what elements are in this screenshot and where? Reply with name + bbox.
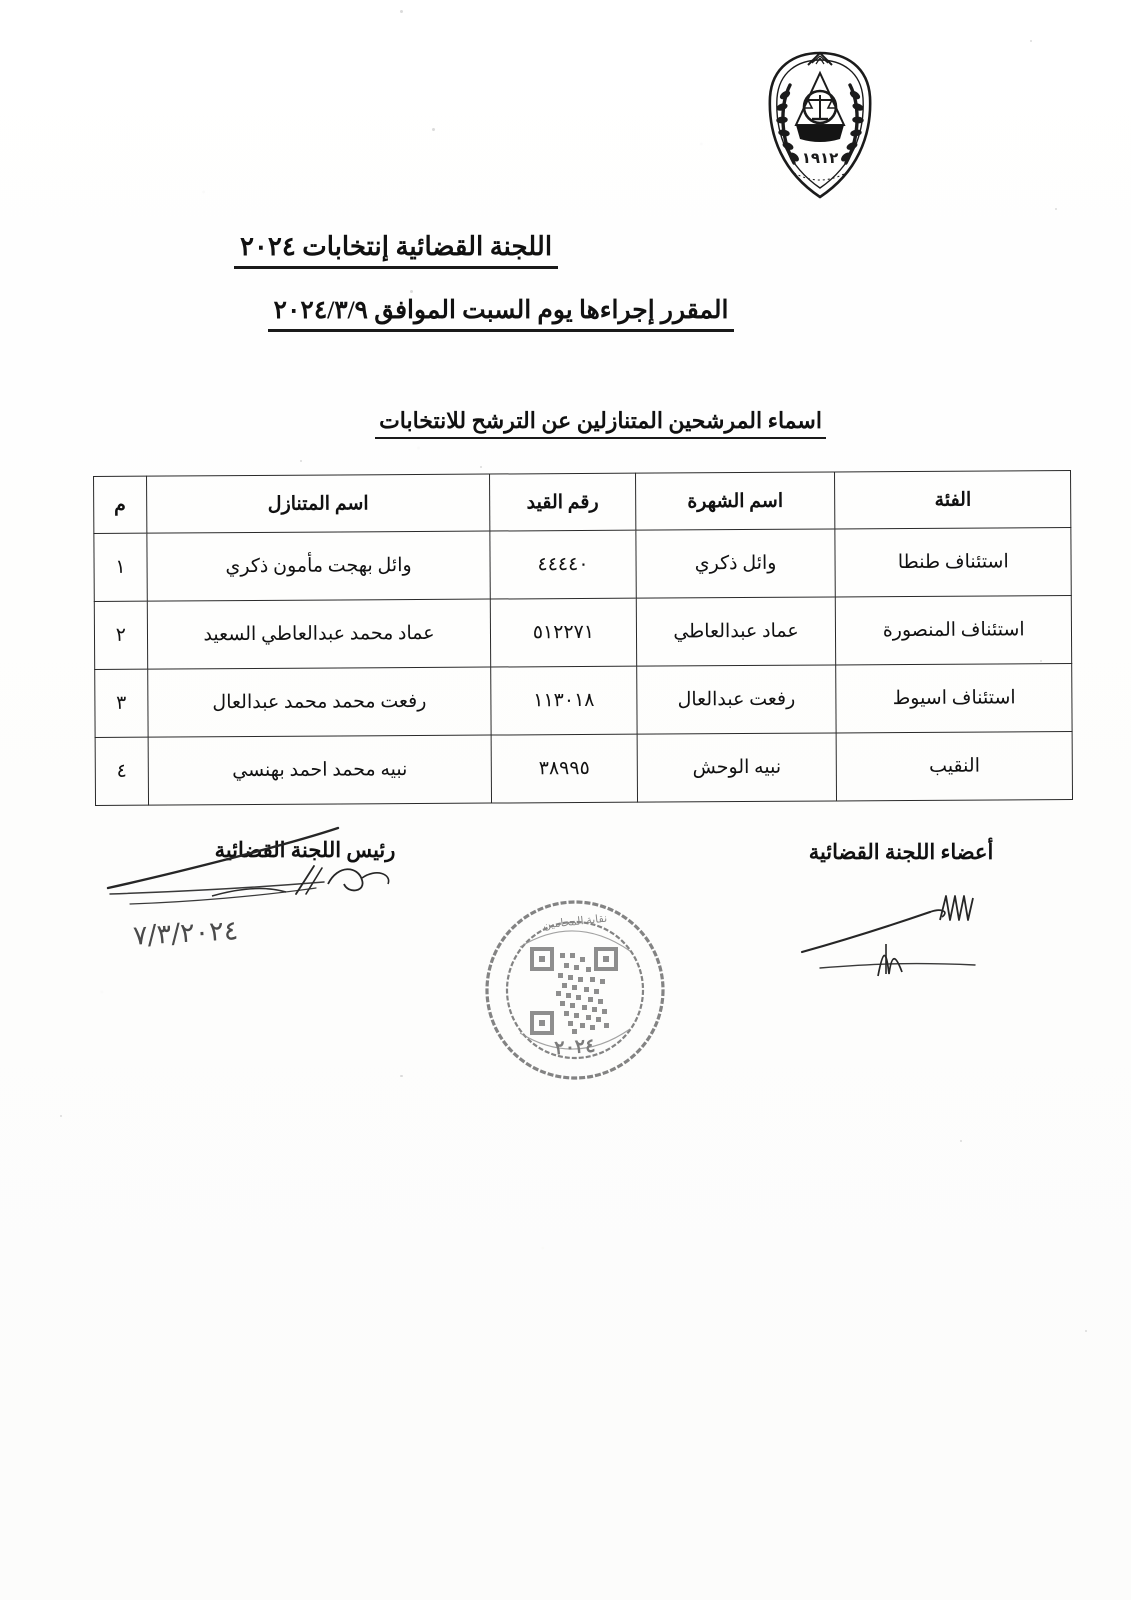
table-row <box>94 528 1071 602</box>
column-header-index: م <box>94 476 147 533</box>
scan-speck <box>480 466 482 468</box>
scan-speck <box>960 1140 962 1142</box>
cell-known-as: عماد عبدالعاطي <box>636 597 836 666</box>
cell-registration: ٥١٢٢٧١ <box>491 598 637 667</box>
cell-category: استئناف المنصورة <box>836 596 1072 665</box>
cell-registration: ١١٣٠١٨ <box>491 666 637 735</box>
stamp-qr-pattern <box>528 945 620 1037</box>
document-title-block <box>81 232 1041 269</box>
official-stamp <box>480 895 670 1085</box>
section-heading-block <box>0 408 1131 439</box>
scan-speck <box>1085 1330 1087 1332</box>
cell-name: نبيه محمد احمد بهنسي <box>148 735 492 805</box>
table-header-row <box>94 471 1071 534</box>
scan-speck <box>432 128 435 131</box>
scan-speck <box>1030 40 1032 42</box>
handwritten-date: ٧/٣/٢٠٢٤ <box>132 915 239 952</box>
scan-speck <box>60 1115 62 1117</box>
table-row <box>95 731 1072 805</box>
chairman-signature-label: رئيس اللجنة القضائية <box>214 838 396 862</box>
cell-known-as: نبيه الوحش <box>637 733 837 802</box>
table-row <box>95 663 1072 737</box>
cell-known-as: وائل ذكري <box>635 529 835 598</box>
cell-index: ٤ <box>95 737 148 805</box>
scan-speck <box>410 290 413 293</box>
cell-category: استئناف طنطا <box>835 528 1071 597</box>
scan-speck <box>400 1075 403 1077</box>
scan-speck <box>300 460 302 462</box>
withdrawal-table-wrapper <box>93 470 1071 800</box>
scan-speck <box>1055 208 1057 210</box>
cell-name: عماد محمد عبدالعاطي السعيد <box>147 599 491 669</box>
members-handwritten-signature <box>790 890 1000 980</box>
document-subtitle-block <box>81 295 1041 332</box>
page-subtitle: المقرر إجراءها يوم السبت الموافق ٢٠٢٤/٣/٩ <box>268 295 735 332</box>
column-header-registration: رقم القيد <box>490 473 636 531</box>
scan-speck <box>400 10 403 13</box>
cell-index: ٣ <box>95 669 148 737</box>
cell-name: رفعت محمد محمد عبدالعال <box>147 667 491 737</box>
withdrawal-table <box>93 470 1073 806</box>
cell-known-as: رفعت عبدالعال <box>636 665 836 734</box>
cell-index: ٢ <box>94 601 147 669</box>
cell-category: استئناف اسيوط <box>836 663 1072 732</box>
stamp-top-text: نقابة المحامين <box>542 912 608 932</box>
cell-registration: ٣٨٩٩٥ <box>491 734 637 803</box>
cell-category: النقيب <box>837 731 1073 800</box>
column-header-category: الفئة <box>835 471 1071 529</box>
chairman-signature-block <box>175 838 435 863</box>
column-header-known-as: اسم الشهرة <box>635 472 835 530</box>
cell-name: وائل بهجت مأمون ذكري <box>147 531 491 601</box>
bar-association-emblem-icon <box>760 45 880 205</box>
column-header-name: اسم المتنازل <box>146 474 490 533</box>
page-title: اللجنة القضائية إنتخابات ٢٠٢٤ <box>234 232 558 269</box>
table-row <box>94 596 1071 670</box>
members-signature-label: أعضاء اللجنة القضائية <box>808 840 994 864</box>
section-heading: اسماء المرشحين المتنازلين عن الترشح للانتخابات <box>375 408 826 439</box>
emblem-year: ١٩١٢ <box>801 149 839 167</box>
stamp-year: ٢٠٢٤ <box>553 1035 597 1060</box>
cell-registration: ٤٤٤٤٠ <box>490 530 636 599</box>
cell-index: ١ <box>94 533 147 601</box>
members-signature-block <box>751 840 1051 865</box>
